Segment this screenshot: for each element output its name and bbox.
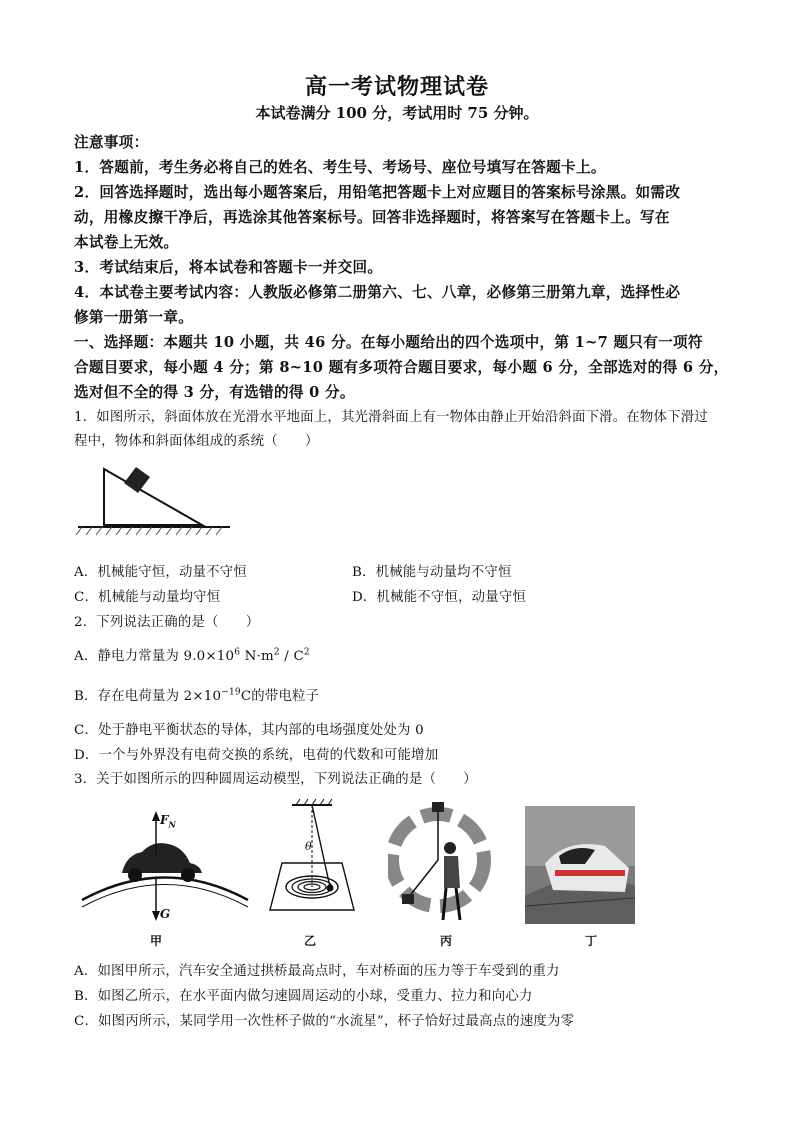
q1-option-d: D．机械能不守恒，动量守恒 (352, 590, 527, 605)
q2-option-b: B．存在电荷量为 $2\times 10^{-19}C$的带电粒子 (74, 687, 320, 704)
q3-option-c: C．如图丙所示，某同学用一次性杯子做的“水流星”，杯子恰好过最高点的速度为零 (74, 1014, 575, 1029)
note-2-line-1: 2．回答选择题时，选出每小题答案后，用铅笔把答题卡上对应题目的答案标号涂黑。如需改 (74, 184, 681, 201)
figure-label-ding: 丁 (585, 934, 598, 948)
figure-bing-water-meteor (388, 798, 498, 928)
q3-stem: 3．关于如图所示的四种圆周运动模型，下列说法正确的是（ ） (74, 772, 477, 787)
q3-option-a: A．如图甲所示，汽车安全通过拱桥最高点时，车对桥面的压力等于车受到的重力 (74, 964, 560, 979)
q1-option-b: B．机械能与动量均不守恒 (352, 565, 512, 580)
note-1: 1．答题前，考生务必将自己的姓名、考生号、考场号、座位号填写在答题卡上。 (74, 159, 606, 176)
figure-yi-conical-pendulum (250, 795, 370, 935)
figure-label-bing: 丙 (440, 934, 453, 948)
page-title: 高一考试物理试卷 (304, 74, 489, 100)
note-4-line-1: 4．本试卷主要考试内容：人教版必修第二册第六、七、八章，必修第三册第九章，选择性必 (74, 284, 681, 301)
q2-option-a: A．静电力常量为 $9.0\times 10^6$ $N\cdot m^2 / C^2$ (74, 647, 310, 664)
q2-option-c: C．处于静电平衡状态的导体，其内部的电场强度处处为 0 (74, 723, 424, 738)
q1-stem-line-2: 程中，物体和斜面体组成的系统（ ） (74, 434, 319, 449)
force-normal-label: $F_N$ (160, 813, 176, 830)
note-3: 3．考试结束后，将本试卷和答题卡一并交回。 (74, 259, 383, 276)
q1-stem-line-1: 1．如图所示，斜面体放在光滑水平地面上，其光滑斜面上有一物体由静止开始沿斜面下滑。在物体下滑过 (74, 410, 708, 425)
q1-option-c: C．机械能与动量均守恒 (74, 590, 221, 605)
figure-ding-train-photo (525, 806, 635, 924)
exam-info: 本试卷满分 100 分，考试用时 75 分钟。 (255, 104, 539, 122)
notes-heading: 注意事项： (74, 134, 149, 151)
note-4-line-2: 修第一册第一章。 (74, 309, 194, 326)
force-gravity-label: G (160, 907, 171, 921)
angle-theta-label: θ (305, 840, 312, 853)
section-1-line-1: 一、选择题：本题共 10 小题，共 46 分。在每小题给出的四个选项中，第 1~7 题只有一项符 (74, 334, 703, 351)
note-2-line-3: 本试卷上无效。 (74, 234, 179, 251)
figure-label-jia: 甲 (150, 934, 163, 948)
q2-stem: 2．下列说法正确的是（ ） (74, 615, 260, 630)
section-1-line-2: 合题目要求，每小题 4 分；第 8~10 题有多项符合题目要求，每小题 6 分，全部选对的得 6 分， (74, 359, 729, 376)
note-2-line-2: 动，用橡皮擦干净后，再选涂其他答案标号。回答非选择题时，将答案写在答题卡上。写在 (74, 209, 670, 226)
q2-option-d: D．一个与外界没有电荷交换的系统，电荷的代数和可能增加 (74, 748, 439, 763)
q1-option-a: A．机械能守恒，动量不守恒 (74, 565, 247, 580)
section-1-line-3: 选对但不全的得 3 分，有选错的得 0 分。 (74, 384, 355, 401)
q3-option-b: B．如图乙所示，在水平面内做匀速圆周运动的小球，受重力、拉力和向心力 (74, 989, 533, 1004)
figure-label-yi: 乙 (304, 934, 317, 948)
incline-figure (74, 455, 234, 540)
